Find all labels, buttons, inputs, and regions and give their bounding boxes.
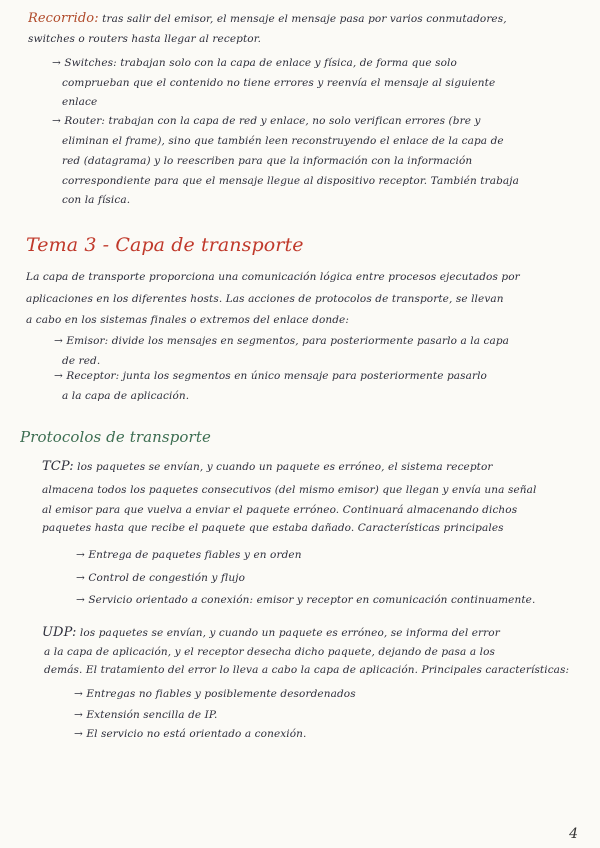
receptor-line-2: a la capa de aplicación. — [62, 390, 190, 402]
recorrido-line-1 — [28, 12, 588, 26]
udp-text-1: los paquetes se envían, y cuando un paquete es erróneo, se informa del error — [79, 627, 500, 639]
router-line-3: red (datagrama) y lo reescriben para que la información con la información — [62, 155, 473, 167]
switches-line-3: enlace — [62, 96, 98, 108]
recorrido-label: Recorrido: — [28, 12, 99, 26]
tcp-feature-2: → Control de congestión y flujo — [76, 572, 246, 584]
page-number: 4 — [569, 826, 578, 842]
emisor-line-2: de red. — [62, 355, 101, 367]
tema3-line-1: La capa de transporte proporciona una comunicación lógica entre procesos ejecutados por — [26, 271, 520, 283]
tcp-feature-3: → Servicio orientado a conexión: emisor y receptor en comunicación continuamente. — [76, 594, 536, 606]
udp-feature-3: → El servicio no está orientado a conexión. — [74, 728, 307, 740]
udp-line-1 — [42, 626, 592, 640]
recorrido-text: tras salir del emisor, el mensaje el mensaje pasa por varios conmutadores, — [102, 13, 507, 25]
switches-bullet: → Switches: trabajan solo con la capa de enlace y física, de forma que solo — [52, 57, 457, 69]
tcp-line-2: almacena todos los paquetes consecutivos (del mismo emisor) que llegan y envía una señal — [42, 484, 537, 496]
udp-line-2: a la capa de aplicación, y el receptor desecha dicho paquete, dejando de pasa a los — [44, 646, 495, 658]
udp-feature-1: → Entregas no fiables y posiblemente desordenados — [74, 688, 356, 700]
tema3-title: Tema 3 - Capa de transporte — [26, 234, 304, 256]
router-line-5: con la física. — [62, 194, 131, 206]
tcp-label: TCP: — [42, 460, 74, 474]
protocolos-title: Protocolos de transporte — [20, 428, 211, 446]
switches-line-2: comprueban que el contenido no tiene errores y reenvía el mensaje al siguiente — [62, 77, 496, 89]
tema3-line-3: a cabo en los sistemas finales o extremos del enlace donde: — [26, 314, 350, 326]
receptor-bullet: → Receptor: junta los segmentos en único mensaje para posteriormente pasarlo — [54, 370, 487, 382]
udp-line-3: demás. El tratamiento del error lo lleva a cabo la capa de aplicación. Principales características: — [44, 664, 570, 676]
recorrido-line-2: switches o routers hasta llegar al receptor. — [28, 33, 262, 45]
tcp-line-4: paquetes hasta que recibe el paquete que estaba dañado. Características principales — [42, 522, 504, 534]
router-line-2: eliminan el frame), sino que también leen reconstruyendo el enlace de la capa de — [62, 135, 504, 147]
tcp-line-1 — [42, 460, 592, 474]
tcp-text-1: los paquetes se envían, y cuando un paquete es erróneo, el sistema receptor — [77, 461, 493, 473]
emisor-bullet: → Emisor: divide los mensajes en segmentos, para posteriormente pasarlo a la capa — [54, 335, 510, 347]
tcp-feature-1: → Entrega de paquetes fiables y en orden — [76, 549, 302, 561]
udp-label: UDP: — [42, 626, 77, 640]
tema3-line-2: aplicaciones en los diferentes hosts. Las acciones de protocolos de transporte, se llevan — [26, 293, 504, 305]
router-bullet: → Router: trabajan con la capa de red y enlace, no solo verifican errores (bre y — [52, 115, 481, 127]
tcp-line-3: al emisor para que vuelva a enviar el paquete erróneo. Continuará almacenando dichos — [42, 504, 518, 516]
udp-feature-2: → Extensión sencilla de IP. — [74, 709, 218, 721]
router-line-4: correspondiente para que el mensaje llegue al dispositivo receptor. También trabaja — [62, 175, 519, 187]
